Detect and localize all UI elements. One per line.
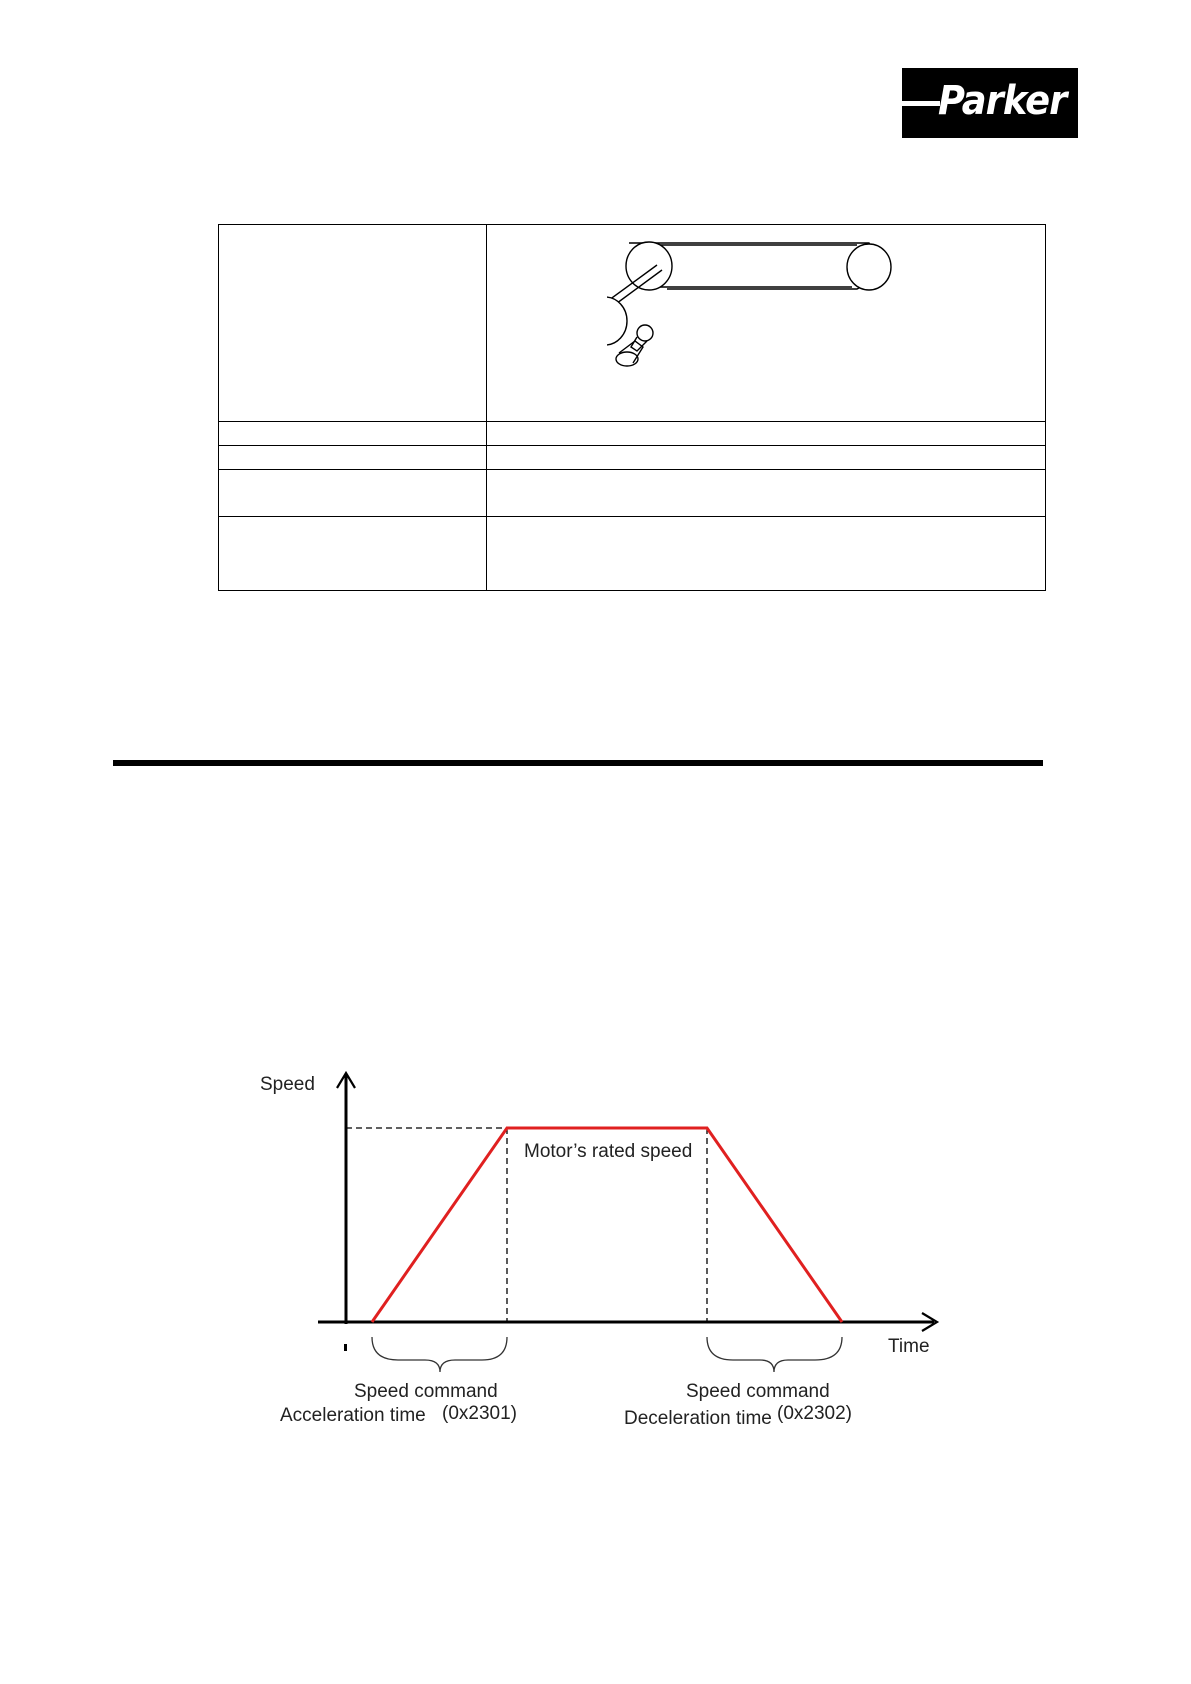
x-axis-label: Time (888, 1336, 930, 1357)
table-cell-label (219, 470, 487, 517)
table-cell-label (219, 422, 487, 446)
table-cell-label (219, 225, 487, 422)
section-divider (113, 760, 1043, 766)
logo-dash (902, 101, 940, 106)
table-row (219, 517, 1046, 591)
accel-label-line2: Acceleration time (280, 1405, 426, 1426)
table-cell-value (487, 422, 1046, 446)
origin-mark (344, 1344, 347, 1351)
decel-label-line2: Deceleration time (624, 1408, 772, 1429)
table-cell-value (487, 470, 1046, 517)
accel-label-line1: Speed command (354, 1381, 498, 1402)
decel-time-brace (707, 1337, 842, 1372)
decel-label-code: (0x2302) (777, 1403, 852, 1424)
speed-profile-diagram (0, 1040, 1191, 1440)
logo-wordmark: Parker (938, 78, 1067, 124)
accel-time-brace (372, 1337, 507, 1372)
table-row (219, 446, 1046, 470)
spec-table (218, 224, 1046, 591)
accel-label-code: (0x2301) (442, 1403, 517, 1424)
decel-label-line1: Speed command (686, 1381, 830, 1402)
table-row (219, 225, 1046, 422)
table-cell-value (487, 446, 1046, 470)
table-cell-label (219, 446, 487, 470)
y-axis-label: Speed (260, 1074, 315, 1095)
table-row (219, 470, 1046, 517)
belt-conveyor-drive-icon (607, 229, 927, 369)
table-cell-value (487, 517, 1046, 591)
table-cell-figure (487, 225, 1046, 422)
table-row (219, 422, 1046, 446)
plateau-label: Motor’s rated speed (524, 1141, 693, 1162)
table-cell-label (219, 517, 487, 591)
parker-logo (902, 68, 1078, 138)
